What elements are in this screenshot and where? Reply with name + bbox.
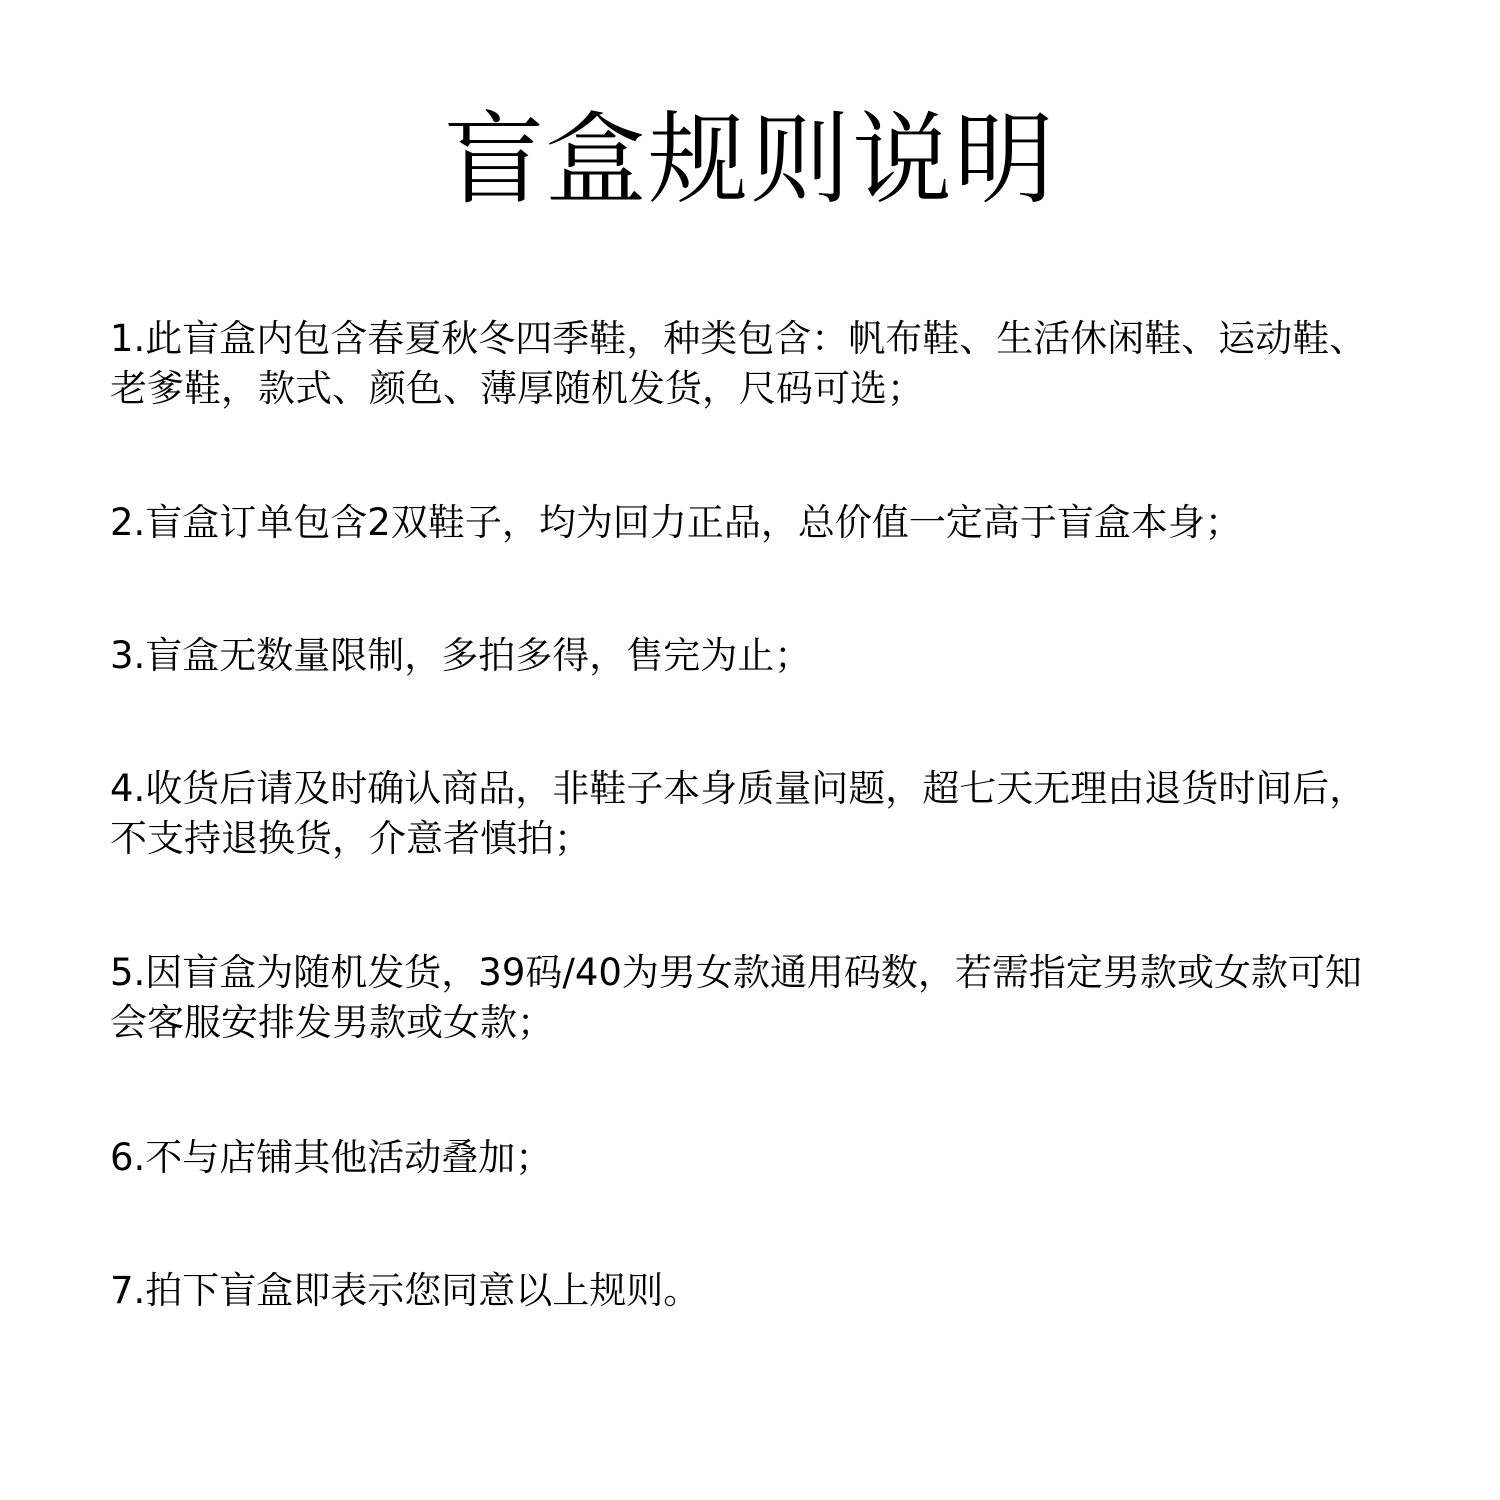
- rule-2-line-1: 2.盲盒订单包含2双鞋子，均为回力正品，总价值一定高于盲盒本身；: [110, 501, 1242, 544]
- rule-1-line-1: 1.此盲盒内包含春夏秋冬四季鞋，种类包含：帆布鞋、生活休闲鞋、运动鞋、: [110, 317, 1367, 360]
- rule-4-line-2: 不支持退换货，介意者慎拍；: [110, 817, 591, 860]
- rule-6-line-1: 6.不与店铺其他活动叠加；: [110, 1136, 553, 1179]
- page-title: 盲盒规则说明: [444, 101, 1056, 218]
- rule-item-6: [110, 1133, 1490, 1183]
- rule-3-line-1: 3.盲盒无数量限制，多拍多得，售完为止；: [110, 634, 812, 677]
- rule-item-7: [110, 1266, 1490, 1316]
- rule-item-4: [110, 764, 1490, 864]
- rule-item-1: [110, 314, 1490, 414]
- rule-5-line-1: 5.因盲盒为随机发货，39码/40为男女款通用码数，若需指定男款或女款可知: [110, 951, 1362, 994]
- rule-4-line-1: 4.收货后请及时确认商品，非鞋子本身质量问题，超七天无理由退货时间后，: [110, 767, 1367, 810]
- rule-item-5: [110, 948, 1490, 1048]
- rule-5-line-2: 会客服安排发男款或女款；: [110, 1001, 554, 1044]
- rule-1-line-2: 老爹鞋，款式、颜色、薄厚随机发货，尺码可选；: [110, 367, 924, 410]
- rule-7-line-1: 7.拍下盲盒即表示您同意以上规则。: [110, 1269, 701, 1312]
- rule-item-3: [110, 631, 1490, 681]
- rule-item-2: [110, 498, 1490, 548]
